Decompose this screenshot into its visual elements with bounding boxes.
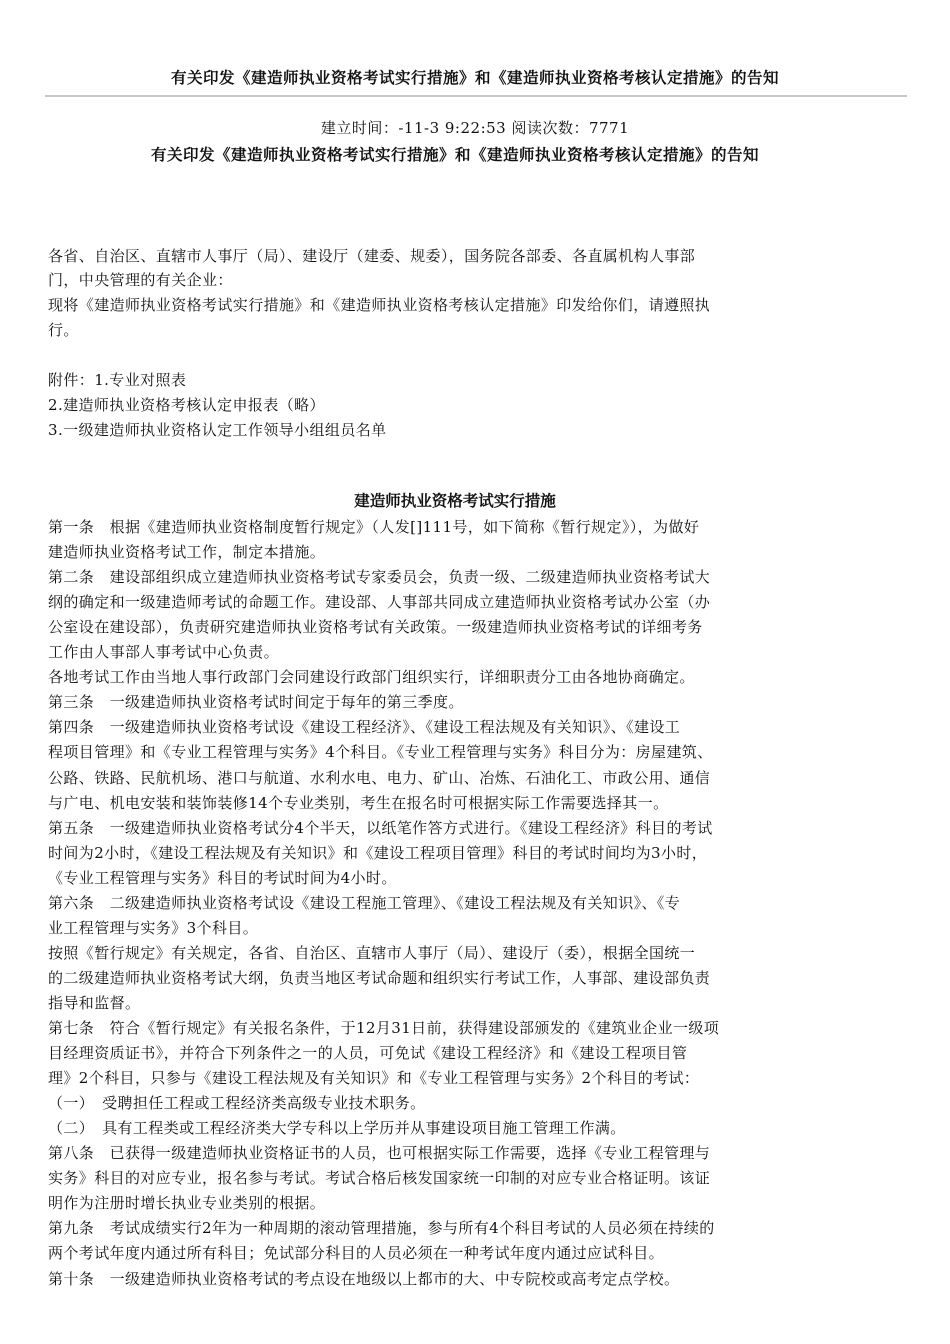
article-title: 有关印发《建造师执业资格考试实行措施》和《建造师执业资格考核认定措施》的告知: [150, 146, 759, 164]
notice-line: 行。: [48, 321, 79, 339]
measure-line: 第五条 一级建造师执业资格考试分4个半天，以纸笔作答方式进行。《建设工程经济》科目的考试: [48, 819, 713, 837]
measure-line: 第十条 一级建造师执业资格考试的考点设在地级以上都市的大、中专院校或高考定点学校。: [48, 1270, 680, 1288]
measure-line: 第二条 建设部组织成立建造师执业资格考试专家委员会，负责一级、二级建造师执业资格考试大: [48, 568, 711, 586]
measure-line: 第八条 已获得一级建造师执业资格证书的人员，也可根据实际工作需要，选择《专业工程管理与: [48, 1144, 711, 1162]
measure-line: 业工程管理与实务》3个科目。: [48, 919, 259, 937]
measure-line: 第六条 二级建造师执业资格考试设《建设工程施工管理》、《建设工程法规及有关知识》、《专: [48, 894, 681, 912]
measure-line: 工作由人事部人事考试中心负责。: [48, 643, 280, 661]
title-divider: [45, 95, 907, 97]
measure-line: 公路、铁路、民航机场、港口与航道、水利水电、电力、矿山、冶炼、石油化工、市政公用、通信: [48, 769, 711, 787]
notice-line: 门，中央管理的有关企业：: [48, 271, 233, 289]
measure-line: 建造师执业资格考试工作，制定本措施。: [48, 543, 326, 561]
measure-line: 与广电、机电安装和装饰装修14个专业类别，考生在报名时可根据实际工作需要选择其一。: [48, 794, 669, 812]
notice-line: 现将《建造师执业资格考试实行措施》和《建造师执业资格考核认定措施》印发给你们，请遵照执: [48, 296, 711, 314]
measure-line: 时间为2小时，《建设工程法规及有关知识》和《建设工程项目管理》科目的考试时间均为3小时，: [48, 844, 708, 862]
notice-line: 各省、自治区、直辖市人事厅（局）、建设厅（建委、规委），国务院各部委、各直属机构人事部: [48, 247, 696, 265]
measure-line: 第一条 根据《建造师执业资格制度暂行规定》（人发[]111号，如下简称《暂行规定》），为做好: [48, 518, 700, 536]
measure-line: 明作为注册时增长执业专业类别的根据。: [48, 1194, 326, 1212]
measure-line: 指导和监督。: [48, 994, 141, 1012]
attachment-line: 3.一级建造师执业资格认定工作领导小组组员名单: [48, 421, 387, 439]
measure-line: （二） 具有工程类或工程经济类大学专科以上学历并从事建设项目施工管理工作满。: [48, 1119, 626, 1137]
measure-line: 实务》科目的对应专业，报名参与考试。考试合格后核发国家统一印制的对应专业合格证明。该证: [48, 1169, 711, 1187]
measure-line: 理》2个科目，只参与《建设工程法规及有关知识》和《专业工程管理与实务》2个科目的考试：: [48, 1069, 700, 1087]
measure-line: 的二级建造师执业资格考试大纲，负责当地区考试命题和组织实行考试工作，人事部、建设部负责: [48, 969, 711, 987]
page-title: 有关印发《建造师执业资格考试实行措施》和《建造师执业资格考核认定措施》的告知: [170, 69, 779, 87]
measure-line: 各地考试工作由当地人事行政部门会同建设行政部门组织实行，详细职责分工由各地协商确定。: [48, 668, 695, 686]
measure-line: 两个考试年度内通过所有科目；免试部分科目的人员必须在一种考试年度内通过应试科目。: [48, 1244, 665, 1262]
measure-line: 纲的确定和一级建造师考试的命题工作。建设部、人事部共同成立建造师执业资格考试办公室（办: [48, 593, 711, 611]
measure-line: 第三条 一级建造师执业资格考试时间定于每年的第三季度。: [48, 693, 464, 711]
measure-line: 程项目管理》和《专业工程管理与实务》4个科目。《专业工程管理与实务》科目分为：房屋建筑、: [48, 743, 713, 761]
measure-line: 第七条 符合《暂行规定》有关报名条件，于12月31日前，获得建设部颁发的《建筑业企业一级项: [48, 1019, 720, 1037]
measure-line: 第九条 考试成绩实行2年为一种周期的滚动管理措施，参与所有4个科目考试的人员必须在持续的: [48, 1219, 715, 1237]
measure-line: 第四条 一级建造师执业资格考试设《建设工程经济》、《建设工程法规及有关知识》、《建设工: [48, 718, 681, 736]
measure-line: 公室设在建设部），负责研究建造师执业资格考试有关政策。一级建造师执业资格考试的详细考务: [48, 618, 703, 636]
measure-line: （一） 受聘担任工程或工程经济类高级专业技术职务。: [48, 1094, 426, 1112]
measure-line: 按照《暂行规定》有关规定，各省、自治区、直辖市人事厅（局）、建设厅（委），根据全国统一: [48, 944, 696, 962]
attachment-line: 附件：1.专业对照表: [48, 371, 187, 389]
attachment-line: 2.建造师执业资格考核认定申报表（略）: [48, 396, 325, 414]
measure-line: 目经理资质证书》，并符合下列条件之一的人员，可免试《建设工程经济》和《建设工程项目管: [48, 1044, 688, 1062]
article-meta: 建立时间：-11-3 9:22:53 阅读次数：7771: [320, 119, 630, 137]
section-title: 建造师执业资格考试实行措施: [354, 492, 556, 510]
measure-line: 《专业工程管理与实务》科目的考试时间为4小时。: [48, 869, 397, 887]
